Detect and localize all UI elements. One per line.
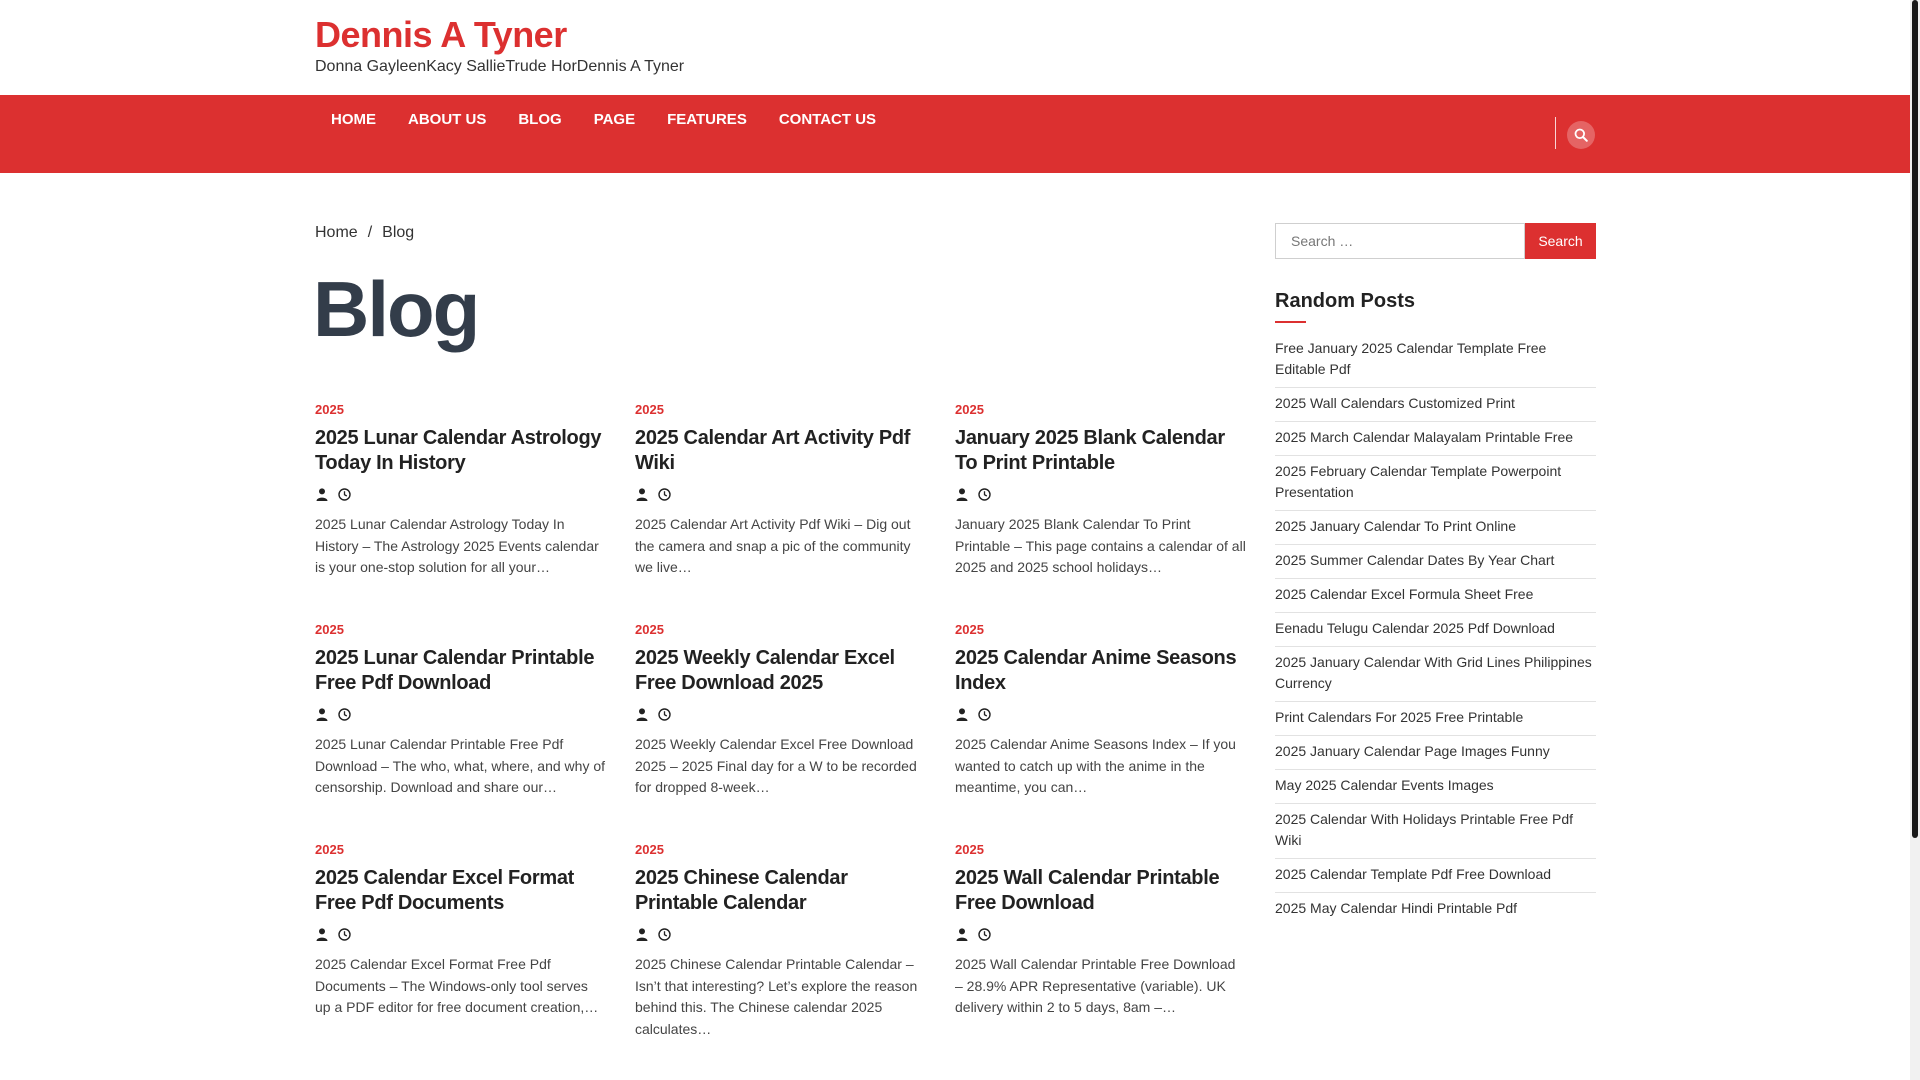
breadcrumb-home[interactable]: Home <box>315 224 358 241</box>
post-card <box>315 622 607 799</box>
user-icon[interactable] <box>955 487 969 501</box>
post-excerpt: 2025 Calendar Art Activity Pdf Wiki – Dig out the camera and snap a pic of the community we live… <box>635 516 911 575</box>
post-meta <box>635 926 927 942</box>
post-category[interactable]: 2025 <box>955 842 984 857</box>
nav-item-page[interactable]: PAGE <box>593 111 636 128</box>
random-posts-title: Random Posts <box>1275 290 1416 312</box>
post-excerpt: 2025 Calendar Excel Format Free Pdf Documents – The Windows-only tool serves up a PDF editor for free document creation,… <box>315 956 599 1015</box>
sidebar-search-form <box>1275 223 1596 259</box>
post-title[interactable]: 2025 Weekly Calendar Excel Free Download 2025 <box>635 647 895 694</box>
post-excerpt: January 2025 Blank Calendar To Print Printable – This page contains a calendar of all 2025 and 2025 school holidays… <box>955 516 1246 575</box>
user-icon[interactable] <box>315 707 329 721</box>
post-meta <box>315 926 607 942</box>
post-title[interactable]: 2025 Calendar Excel Format Free Pdf Documents <box>315 867 574 914</box>
nav-item-contact-us[interactable]: CONTACT US <box>778 111 877 128</box>
user-icon[interactable] <box>955 927 969 941</box>
clock-icon[interactable] <box>657 927 671 941</box>
user-icon[interactable] <box>955 707 969 721</box>
random-posts-list <box>1275 333 1596 926</box>
post-meta <box>635 706 927 722</box>
user-icon[interactable] <box>315 927 329 941</box>
post-card <box>635 402 927 579</box>
random-post-link[interactable]: Print Calendars For 2025 Free Printable <box>1275 702 1596 736</box>
post-meta <box>955 486 1247 502</box>
random-post-link[interactable]: 2025 Summer Calendar Dates By Year Chart <box>1275 545 1596 579</box>
clock-icon[interactable] <box>657 487 671 501</box>
post-excerpt: 2025 Lunar Calendar Astrology Today In History – The Astrology 2025 Events calendar is your one-stop solution for all your… <box>315 516 599 575</box>
post-category[interactable]: 2025 <box>315 622 344 637</box>
nav-menu <box>315 95 892 145</box>
post-title[interactable]: 2025 Chinese Calendar Printable Calendar <box>635 867 848 914</box>
post-category[interactable]: 2025 <box>635 622 664 637</box>
post-category[interactable]: 2025 <box>315 402 344 417</box>
clock-icon[interactable] <box>977 927 991 941</box>
nav-item-home[interactable]: HOME <box>331 111 376 128</box>
nav-item-blog[interactable]: BLOG <box>518 111 562 128</box>
post-card <box>635 622 927 799</box>
random-post-link[interactable]: May 2025 Calendar Events Images <box>1275 770 1596 804</box>
breadcrumb <box>315 224 414 242</box>
search-icon <box>1574 128 1588 142</box>
post-excerpt: 2025 Chinese Calendar Printable Calendar – Isn’t that interesting? Let’s explore the reason behind this. The Chinese calendar 2025 calculates… <box>635 956 918 1037</box>
page-title: Blog <box>313 265 479 353</box>
clock-icon[interactable] <box>977 487 991 501</box>
site-title[interactable]: Dennis A Tyner <box>315 14 567 55</box>
user-icon[interactable] <box>635 707 649 721</box>
random-post-link[interactable]: 2025 May Calendar Hindi Printable Pdf <box>1275 900 1518 916</box>
user-icon[interactable] <box>315 487 329 501</box>
search-button[interactable]: Search <box>1525 223 1596 259</box>
post-title[interactable]: 2025 Lunar Calendar Astrology Today In History <box>315 427 602 474</box>
user-icon[interactable] <box>635 487 649 501</box>
user-icon[interactable] <box>635 927 649 941</box>
post-category[interactable]: 2025 <box>635 402 664 417</box>
site-header <box>0 0 1910 95</box>
random-post-link[interactable]: 2025 Calendar With Holidays Printable Free Pdf Wiki <box>1275 804 1596 859</box>
clock-icon[interactable] <box>337 707 351 721</box>
random-post-link[interactable]: 2025 Calendar Template Pdf Free Download <box>1275 859 1596 893</box>
post-title[interactable]: 2025 Calendar Anime Seasons Index <box>955 647 1237 694</box>
post-meta <box>955 926 1247 942</box>
post-category[interactable]: 2025 <box>955 402 984 417</box>
post-card <box>635 842 927 1040</box>
post-category[interactable]: 2025 <box>955 622 984 637</box>
post-card <box>955 622 1247 799</box>
post-excerpt: 2025 Wall Calendar Printable Free Download – 28.9% APR Representative (variable). UK delivery within 2 to 5 days, 8am –… <box>955 956 1236 1015</box>
widget-title-underline <box>1275 321 1306 323</box>
clock-icon[interactable] <box>337 927 351 941</box>
nav-item-about-us[interactable]: ABOUT US <box>408 111 487 128</box>
post-title[interactable]: 2025 Wall Calendar Printable Free Download <box>955 867 1220 914</box>
random-post-link[interactable]: 2025 March Calendar Malayalam Printable Free <box>1275 422 1596 456</box>
post-category[interactable]: 2025 <box>315 842 344 857</box>
main-navigation <box>0 95 1910 173</box>
post-meta <box>635 486 927 502</box>
post-excerpt: 2025 Calendar Anime Seasons Index – If you wanted to catch up with the anime in the meantime, you can… <box>955 736 1236 795</box>
nav-item-features[interactable]: FEATURES <box>667 111 747 128</box>
clock-icon[interactable] <box>977 707 991 721</box>
post-title[interactable]: January 2025 Blank Calendar To Print Printable <box>955 427 1225 474</box>
random-post-link[interactable]: Eenadu Telugu Calendar 2025 Pdf Download <box>1275 613 1596 647</box>
scrollbar-thumb[interactable] <box>1912 0 1918 838</box>
clock-icon[interactable] <box>337 487 351 501</box>
random-post-link[interactable]: 2025 January Calendar Page Images Funny <box>1275 736 1596 770</box>
post-excerpt: 2025 Lunar Calendar Printable Free Pdf Download – The who, what, where, and why of censorship. Download and share our… <box>315 736 606 795</box>
random-post-link[interactable]: 2025 Wall Calendars Customized Print <box>1275 388 1596 422</box>
post-category[interactable]: 2025 <box>635 842 664 857</box>
random-post-link[interactable]: 2025 January Calendar To Print Online <box>1275 511 1596 545</box>
breadcrumb-current: Blog <box>382 224 415 241</box>
post-title[interactable]: 2025 Calendar Art Activity Pdf Wiki <box>635 427 911 474</box>
nav-divider <box>1555 117 1556 149</box>
post-meta <box>315 706 607 722</box>
random-post-link[interactable]: Free January 2025 Calendar Template Free Editable Pdf <box>1275 333 1596 388</box>
post-card <box>955 402 1247 579</box>
post-meta <box>955 706 1247 722</box>
site-description: Donna GayleenKacy SallieTrude HorDennis A Tyner <box>315 58 685 75</box>
random-post-link[interactable]: 2025 Calendar Excel Formula Sheet Free <box>1275 579 1596 613</box>
post-title[interactable]: 2025 Lunar Calendar Printable Free Pdf Download <box>315 647 595 694</box>
post-card <box>955 842 1247 1019</box>
post-excerpt: 2025 Weekly Calendar Excel Free Download 2025 – 2025 Final day for a W to be recorded for dropped 8-week… <box>635 736 917 795</box>
random-post-link[interactable]: 2025 February Calendar Template Powerpoint Presentation <box>1275 456 1596 511</box>
post-meta <box>315 486 607 502</box>
breadcrumb-separator: / <box>367 224 373 241</box>
nav-search-button[interactable] <box>1567 121 1595 149</box>
sidebar <box>1275 223 1596 926</box>
post-card <box>315 842 607 1019</box>
post-card <box>315 402 607 579</box>
clock-icon[interactable] <box>657 707 671 721</box>
search-input[interactable] <box>1275 223 1525 259</box>
random-post-link[interactable]: 2025 January Calendar With Grid Lines Philippines Currency <box>1275 647 1596 702</box>
